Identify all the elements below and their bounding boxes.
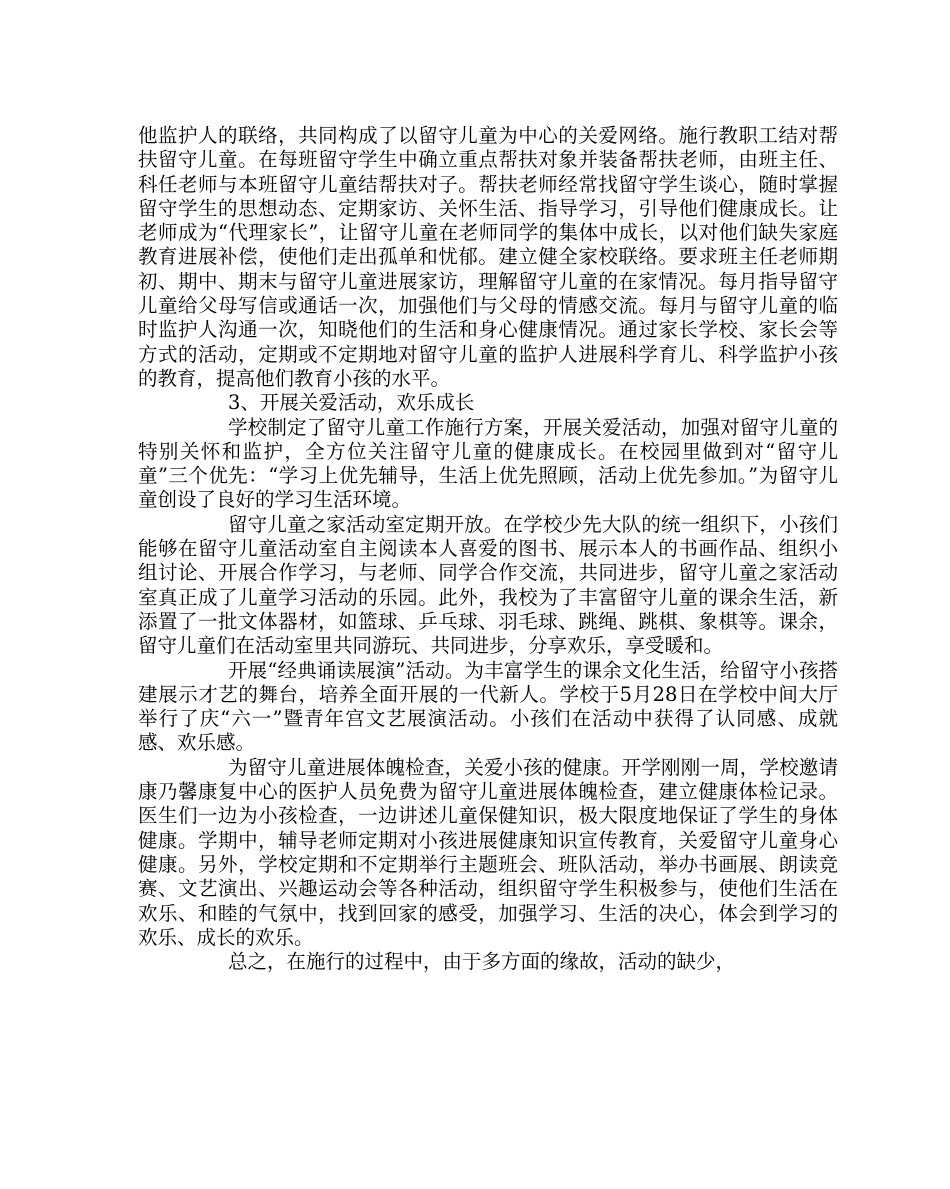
- section-heading: 3、开展关爱活动，欢乐成长: [228, 391, 475, 415]
- paragraph: 总之，在施行的过程中，由于多方面的缘故，活动的缺少，: [228, 950, 736, 974]
- paragraph-continued: 他监护人的联络，共同构成了以留守儿童为中心的关爱网络。施行教职工结对帮扶留守儿童。在每班留守学生中确立重点帮扶对象并装备帮扶老师，由班主任、科任老师与本班留守儿童结帮扶对子。帮扶老师经常找留守学生谈心，随时掌握留守学生的思想动态、定期家访、关怀生活、指导学习，引导他们健康成长。让老师成为“代理家长”，让留守儿童在老师同学的集体中成长，以对他们缺失家庭教育进展补偿，使他们走出孤单和忧郁。建立健全家校联络。要求班主任老师期初、期中、期末与留守儿童进展家访，理解留守儿童的在家情况。每月指导留守儿童给父母写信或通话一次，加强他们与父母的情感交流。每月与留守儿童的临时监护人沟通一次，知晓他们的生活和身心健康情况。通过家长学校、家长会等方式的活动，定期或不定期地对留守儿童的监护人进展科学育儿、科学监护小孩的教育，提高他们教育小孩的水平。: [138, 124, 838, 390]
- paragraph: 为留守儿童进展体魄检查，关爱小孩的健康。开学刚刚一周，学校邀请康乃馨康复中心的医护人员免费为留守儿童进展体魄检查，建立健康体检记录。医生们一边为小孩检查，一边讲述儿童保健知识，极大限度地保证了学生的身体健康。学期中，辅导老师定期对小孩进展健康知识宣传教育，关爱留守儿童身心健康。另外，学校定期和不定期举行主题班会、班队活动，举办书画展、朗读竞赛、文艺演出、兴趣运动会等各种活动，组织留守学生积极参与，使他们生活在欢乐、和睦的气氛中，找到回家的感受，加强学习、生活的决心，体会到学习的欢乐、成长的欢乐。: [138, 755, 838, 949]
- document-body: [138, 124, 838, 974]
- paragraph: 开展“经典诵读展演”活动。为丰富学生的课余文化生活，给留守小孩搭建展示才艺的舞台，培养全面开展的一代新人。学校于5月28日在学校中间大厅举行了庆“六一”暨青年宫文艺展演活动。小孩们在活动中获得了认同感、成就感、欢乐感。: [138, 658, 838, 755]
- paragraph: 学校制定了留守儿童工作施行方案，开展关爱活动，加强对留守儿童的特别关怀和监护，全方位关注留守儿童的健康成长。在校园里做到对“留守儿童”三个优先：“学习上优先辅导，生活上优先照顾，活动上优先参加。”为留守儿童创设了良好的学习生活环境。: [138, 415, 838, 512]
- paragraph: 留守儿童之家活动室定期开放。在学校少先大队的统一组织下，小孩们能够在留守儿童活动室自主阅读本人喜爱的图书、展示本人的书画作品、组织小组讨论、开展合作学习，与老师、同学合作交流，共同进步，留守儿童之家活动室真正成了儿童学习活动的乐园。此外，我校为了丰富留守儿童的课余生活，新添置了一批文体器材，如篮球、乒乓球、羽毛球、跳绳、跳棋、象棋等。课余，留守儿童们在活动室里共同游玩、共同进步，分享欢乐，享受暖和。: [138, 512, 838, 658]
